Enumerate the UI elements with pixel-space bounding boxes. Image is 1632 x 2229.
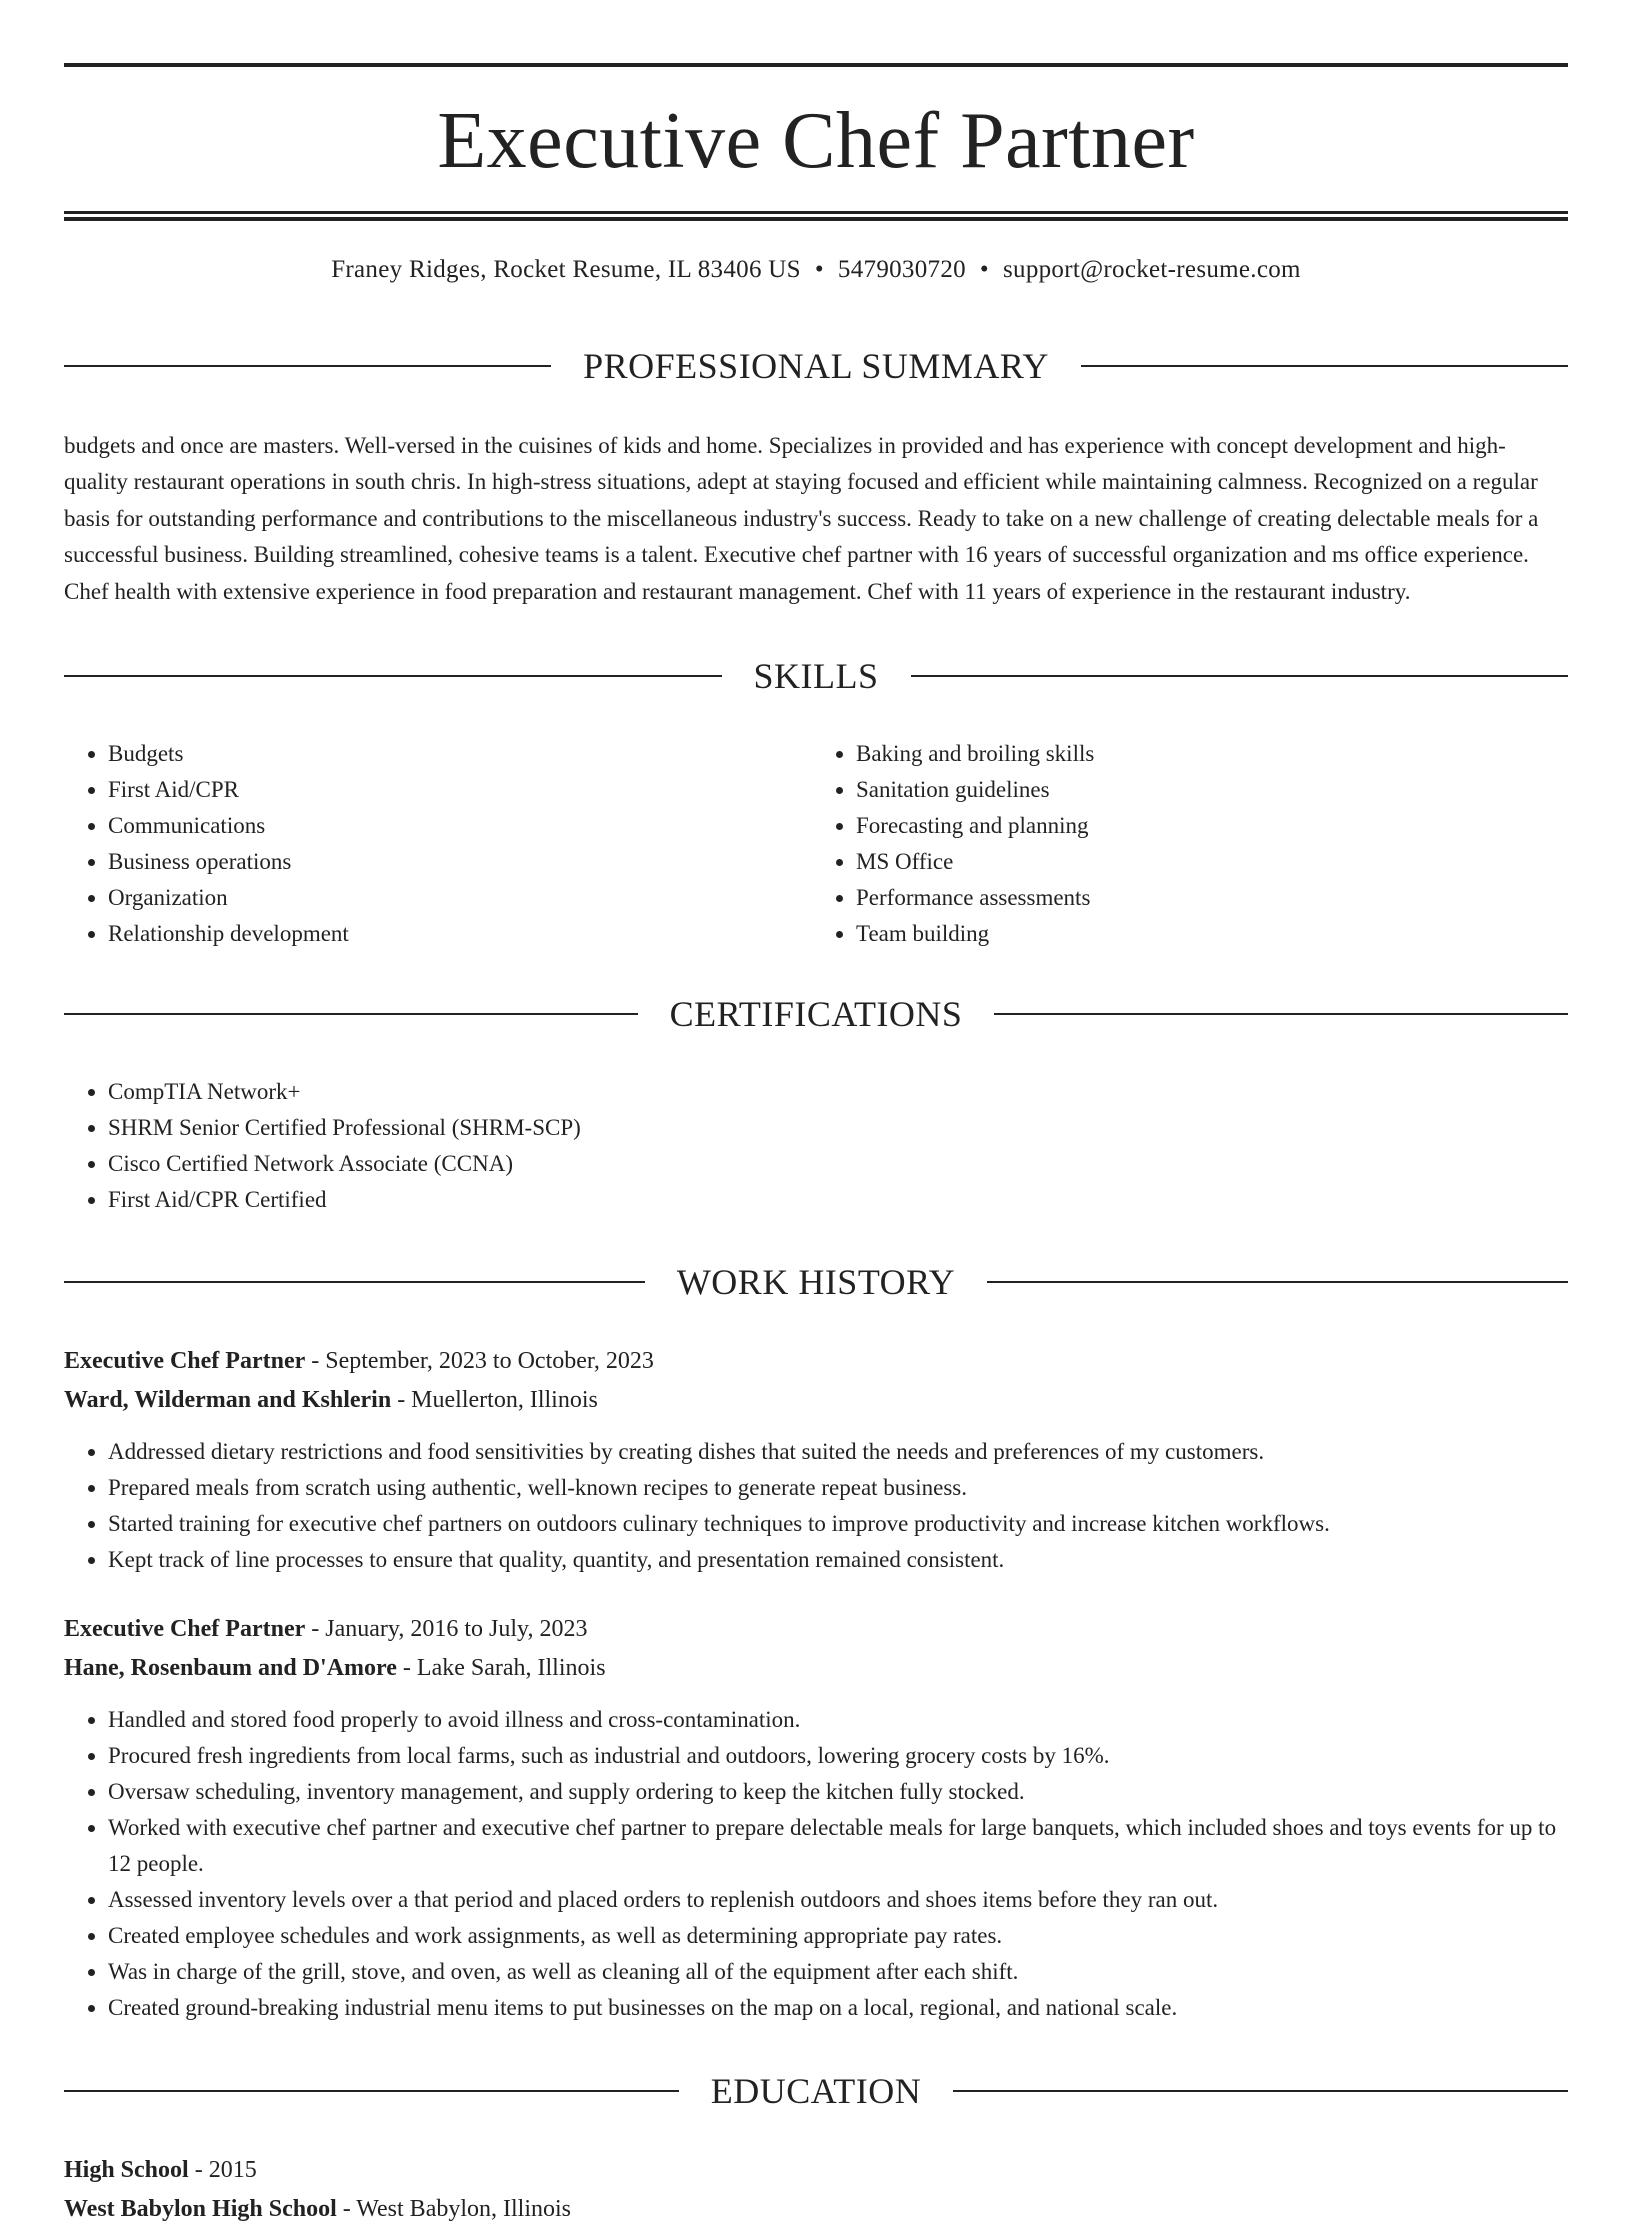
- job-location: - Muellerton, Illinois: [391, 1386, 598, 1413]
- certification-item: • First Aid/CPR Certified: [108, 1182, 1568, 1218]
- certifications-list: [64, 1074, 1568, 1218]
- skills-grid: [64, 736, 1568, 952]
- heading-rule: [911, 675, 1569, 677]
- skill-item: • Forecasting and planning: [856, 808, 1568, 844]
- job-bullet: • Was in charge of the grill, stove, and oven, as well as cleaning all of the equipment after each shift.: [108, 1954, 1568, 1990]
- skill-item: • MS Office: [856, 844, 1568, 880]
- heading-rule: [1081, 365, 1568, 367]
- education-degree: High School: [64, 2157, 189, 2184]
- education-entry: [64, 2151, 1568, 2229]
- summary-text: budgets and once are masters. Well-versed in the cuisines of kids and home. Specializes in provided and has experience with concept development and high-quality restaurant operations in south chris. In high-stress situations, adept at staying focused and efficient while maintaining calmness. Recognized on a regular basis for outstanding performance and contributions to the miscellaneous industry's success. Ready to take on a new challenge of creating delectable meals for a successful business. Building streamlined, cohesive teams is a talent. Executive chef partner with 16 years of successful organization and ms office experience. Chef health with extensive experience in food preparation and restaurant management. Chef with 11 years of experience in the restaurant industry.: [64, 432, 1539, 604]
- job-company-line: [64, 1649, 1568, 1688]
- job-bullet: • Handled and stored food properly to avoid illness and cross-contamination.: [108, 1702, 1568, 1738]
- skill-item: • Budgets: [108, 736, 816, 772]
- certifications-heading: [64, 966, 1568, 1062]
- skill-item: • Organization: [108, 880, 816, 916]
- summary-heading: [64, 318, 1568, 414]
- skill-item: • Relationship development: [108, 916, 816, 952]
- job-title-line: [64, 1342, 1568, 1381]
- skills-title: SKILLS: [753, 656, 879, 697]
- skills-left-list: [64, 736, 816, 952]
- job-bullets: [64, 1434, 1568, 1578]
- heading-rule: [994, 1013, 1568, 1015]
- job-company: Hane, Rosenbaum and D'Amore: [64, 1654, 397, 1681]
- job-title: Executive Chef Partner: [64, 1347, 306, 1374]
- contact-separator: •: [979, 256, 989, 283]
- education-heading: [64, 2044, 1568, 2140]
- education-title: EDUCATION: [710, 2071, 922, 2112]
- heading-rule: [64, 365, 551, 367]
- job-bullet: • Kept track of line processes to ensure that quality, quantity, and presentation remained consistent.: [108, 1542, 1568, 1578]
- contact-address: Franey Ridges, Rocket Resume, IL 83406 US: [331, 256, 801, 283]
- resume-page: [0, 63, 1632, 2223]
- work-heading: [64, 1234, 1568, 1330]
- contact-line: [64, 257, 1568, 282]
- job-bullet: • Prepared meals from scratch using authentic, well-known recipes to generate repeat business.: [108, 1470, 1568, 1506]
- skill-item: • Sanitation guidelines: [856, 772, 1568, 808]
- contact-phone: 5479030720: [837, 256, 966, 283]
- job-bullet: • Started training for executive chef partners on outdoors culinary techniques to improve productivity and increase kitchen workflows.: [108, 1506, 1568, 1542]
- contact-separator: •: [814, 256, 824, 283]
- work-title: WORK HISTORY: [676, 1261, 956, 1302]
- job-dates: - September, 2023 to October, 2023: [305, 1347, 654, 1374]
- job-entry: [64, 1342, 1568, 1578]
- heading-rule: [64, 2090, 679, 2092]
- skill-item: • Baking and broiling skills: [856, 736, 1568, 772]
- skills-heading: [64, 628, 1568, 724]
- job-bullet: • Assessed inventory levels over a that period and placed orders to replenish outdoors and shoes items before they ran out.: [108, 1882, 1568, 1918]
- education-year: - 2015: [188, 2157, 257, 2184]
- heading-rule: [987, 1281, 1568, 1283]
- job-company-line: [64, 1381, 1568, 1420]
- skill-item: • Communications: [108, 808, 816, 844]
- summary-title: PROFESSIONAL SUMMARY: [583, 345, 1049, 386]
- education-school-line: [64, 2190, 1568, 2229]
- job-bullet: • Oversaw scheduling, inventory management, and supply ordering to keep the kitchen fully stocked.: [108, 1774, 1568, 1810]
- certification-item: • SHRM Senior Certified Professional (SHRM-SCP): [108, 1110, 1568, 1146]
- contact-email: support@rocket-resume.com: [1002, 256, 1301, 283]
- job-title: Executive Chef Partner: [64, 1615, 306, 1642]
- top-rule: [64, 63, 1568, 67]
- job-title-line: [64, 1610, 1568, 1649]
- job-bullet: • Worked with executive chef partner and executive chef partner to prepare delectable meals for large banquets, which included shoes and toys events for up to 12 people.: [108, 1810, 1568, 1882]
- job-bullet: • Created ground-breaking industrial menu items to put businesses on the map on a local, regional, and national scale.: [108, 1990, 1568, 2026]
- skill-item: • Team building: [856, 916, 1568, 952]
- job-company: Ward, Wilderman and Kshlerin: [64, 1386, 392, 1413]
- certification-item: • CompTIA Network+: [108, 1074, 1568, 1110]
- job-bullet: • Addressed dietary restrictions and food sensitivities by creating dishes that suited the needs and preferences of my customers.: [108, 1434, 1568, 1470]
- job-bullet: • Procured fresh ingredients from local farms, such as industrial and outdoors, lowering grocery costs by 16%.: [108, 1738, 1568, 1774]
- heading-rule: [64, 675, 722, 677]
- certification-item: • Cisco Certified Network Associate (CCNA): [108, 1146, 1568, 1182]
- job-bullets: [64, 1702, 1568, 2026]
- job-dates: - January, 2016 to July, 2023: [305, 1615, 588, 1642]
- heading-rule: [64, 1013, 638, 1015]
- skill-item: • Business operations: [108, 844, 816, 880]
- skills-right-list: [816, 736, 1568, 952]
- certifications-title: CERTIFICATIONS: [669, 993, 963, 1034]
- heading-rule: [64, 1281, 645, 1283]
- job-location: - Lake Sarah, Illinois: [396, 1654, 606, 1681]
- name-double-rule: [64, 211, 1568, 221]
- education-location: - West Babylon, Illinois: [336, 2196, 572, 2223]
- heading-rule: [953, 2090, 1568, 2092]
- skill-item: • Performance assessments: [856, 880, 1568, 916]
- resume-name: Executive Chef Partner: [437, 97, 1195, 185]
- education-school: West Babylon High School: [64, 2196, 337, 2223]
- job-entry: [64, 1610, 1568, 2026]
- education-degree-line: [64, 2151, 1568, 2190]
- job-bullet: • Created employee schedules and work assignments, as well as determining appropriate pay rates.: [108, 1918, 1568, 1954]
- skill-item: • First Aid/CPR: [108, 772, 816, 808]
